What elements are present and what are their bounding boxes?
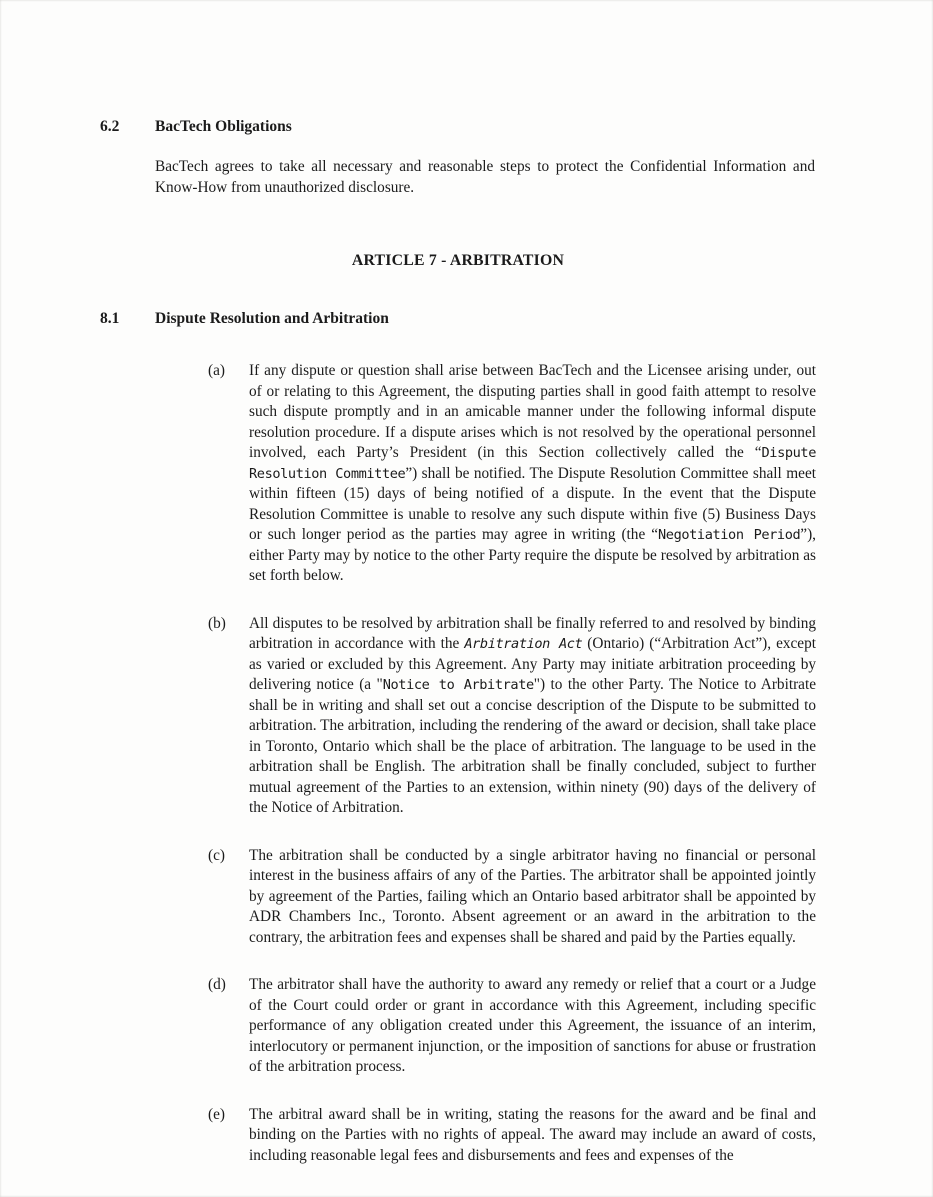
section-6-2-title: BacTech Obligations [155, 118, 292, 135]
clause-a-label: (a) [208, 362, 225, 379]
clause-b [208, 614, 816, 819]
clause-d [208, 975, 816, 1078]
clause-b-label: (b) [208, 614, 226, 632]
section-6-2-number: 6.2 [100, 118, 120, 135]
clause-list [100, 361, 816, 1166]
clause-d-text: The arbitrator shall have the authority to award any remedy or relief that a court or a Judge of the Court could order or grant in accordance with this Agreement, including specific performance of any obligation created under this Agreement, the issuance of an interim, interlocutory or permanent injunction, or the imposition of sanctions for abuse or frustration of the arbitration process. [249, 976, 816, 1075]
page-content [100, 118, 816, 1193]
clause-b-text: All disputes to be resolved by arbitration shall be finally referred to and resolved by binding arbitration in accordance with the Arbitration Act (Ontario) (“Arbitration Act”), except as varied or excluded by this Agreement. Any Party may initiate arbitration proceeding by delivering notice (a "Notice to Arbitrate") to the other Party. The Notice to Arbitrate shall be in writing and shall set out a concise description of the Dispute to be submitted to arbitration. The arbitration, including the rendering of the award or decision, shall take place in Toronto, Ontario which shall be the place of arbitration. The language to be used in the arbitration shall be English. The arbitration shall be finally concluded, subject to further mutual agreement of the Parties to an extension, within ninety (90) days of the delivery of the Notice of Arbitration. [249, 614, 816, 816]
clause-e [208, 1105, 816, 1167]
section-8-1-heading [100, 310, 816, 328]
clause-e-label: (e) [208, 1105, 225, 1123]
section-8-1-number: 8.1 [100, 310, 120, 327]
section-6-2-body: BacTech agrees to take all necessary and reasonable steps to protect the Confidential Information and Know-How from unauthorized disclosure. [155, 158, 815, 196]
clause-c [208, 846, 816, 949]
clause-a-text: If any dispute or question shall arise between BacTech and the Licensee arising under, out of or relating to this Agreement, the disputing parties shall in good faith attempt to resolve such dispute promptly and in an amicable manner under the following informal dispute resolution procedure. If a dispute arises which is not resolved by the operational personnel involved, each Party’s President (in this Section collectively called the “Dispute Resolution Committee”) shall be notified. The Dispute Resolution Committee shall meet within fifteen (15) days of being notified of a dispute. In the event that the Dispute Resolution Committee is unable to resolve any such dispute within five (5) Business Days or such longer period as the parties may agree in writing (the “Negotiation Period”), either Party may by notice to the other Party require the dispute be resolved by arbitration as set forth below. [249, 362, 816, 584]
section-6-2-heading [100, 118, 816, 136]
clause-c-label: (c) [208, 846, 225, 864]
clause-a [208, 361, 816, 587]
clause-d-label: (d) [208, 976, 226, 993]
section-8-1-title: Dispute Resolution and Arbitration [155, 310, 389, 327]
article-7-heading: ARTICLE 7 - ARBITRATION [351, 252, 565, 269]
clause-c-text: The arbitration shall be conducted by a single arbitrator having no financial or personal interest in the business affairs of any of the Parties. The arbitrator shall be appointed jointly by agreement of the Parties, failing which an Ontario based arbitrator shall be appointed by ADR Chambers Inc., Toronto. Absent agreement or an award in the arbitration to the contrary, the arbitration fees and expenses shall be shared and paid by the Parties equally. [249, 846, 816, 946]
clause-e-text: The arbitral award shall be in writing, stating the reasons for the award and be final and binding on the Parties with no rights of appeal. The award may include an award of costs, including reasonable legal fees and disbursements and fees and expenses of the [249, 1105, 816, 1164]
